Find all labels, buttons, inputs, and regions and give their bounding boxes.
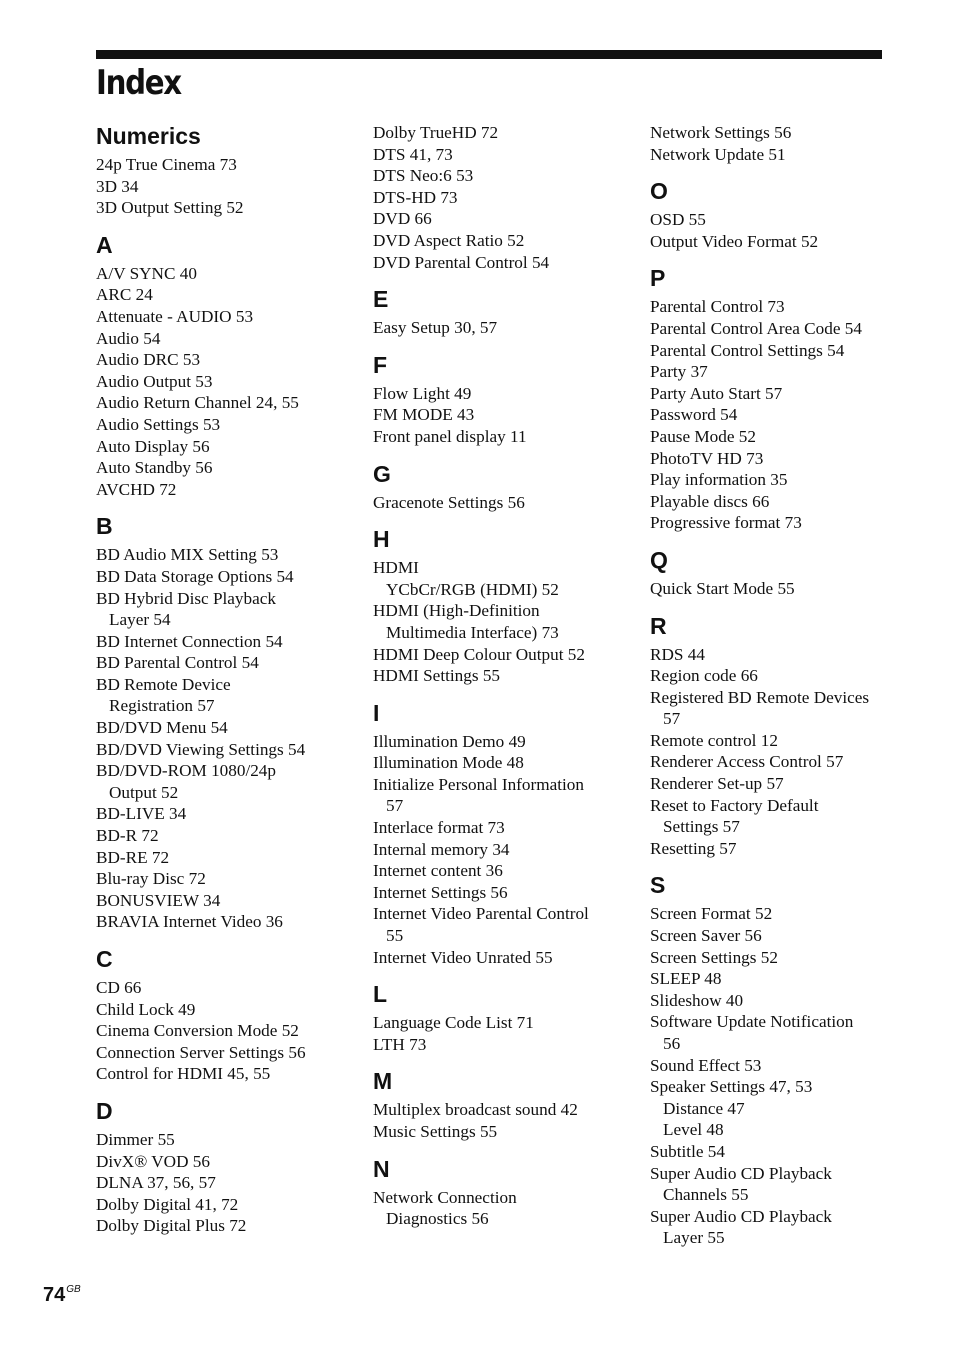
index-entry: Internet Video Unrated 55 [373, 947, 553, 967]
index-entry: DivX® VOD 56 [96, 1151, 210, 1171]
index-entry: Music Settings 55 [373, 1122, 498, 1141]
index-entry: Reset to Factory Default [650, 795, 819, 815]
index-entry-continuation: Layer 55 [663, 1228, 725, 1248]
index-entry: Control for HDMI 45, 55 [96, 1064, 271, 1084]
index-entry: BD Parental Control 54 [96, 653, 259, 673]
index-entry: BD Remote Device [96, 674, 231, 694]
index-entry: Initialize Personal Information [373, 774, 584, 794]
index-entry-continuation: Level 48 [663, 1120, 724, 1140]
section-heading: C [96, 946, 113, 972]
index-entry: Dolby TrueHD 72 [373, 123, 499, 142]
index-entry: Sound Effect 53 [650, 1055, 762, 1075]
index-entry: Audio Return Channel 24, 55 [96, 393, 299, 413]
index-entry-continuation: Diagnostics 56 [386, 1209, 489, 1229]
index-entry: BD/DVD Viewing Settings 54 [96, 739, 306, 759]
index-entry: Audio 54 [96, 328, 161, 348]
index-entry: BD Hybrid Disc Playback [96, 588, 276, 608]
index-entry: Super Audio CD Playback [650, 1163, 832, 1183]
index-entry: Illumination Demo 49 [373, 731, 526, 751]
index-column-2 [373, 122, 633, 1230]
index-entry: Flow Light 49 [373, 383, 472, 403]
index-entry: BD/DVD Menu 54 [96, 718, 228, 738]
index-entry: BD Data Storage Options 54 [96, 566, 294, 586]
index-entry: Party Auto Start 57 [650, 383, 783, 403]
index-entry-continuation: Multimedia Interface) 73 [386, 622, 559, 642]
section-heading: R [650, 612, 667, 639]
index-entry: Illumination Mode 48 [373, 753, 524, 773]
index-entry: Attenuate - AUDIO 53 [96, 306, 254, 326]
index-entry: Internet Settings 56 [373, 882, 508, 902]
index-entry: Language Code List 71 [373, 1013, 534, 1033]
index-entry: BD/DVD-ROM 1080/24p [96, 761, 276, 781]
index-entry: OSD 55 [650, 210, 706, 230]
index-entry: Dolby Digital 41, 72 [96, 1194, 239, 1214]
index-entry: Auto Display 56 [96, 436, 210, 456]
index-entry: DVD Parental Control 54 [373, 252, 550, 272]
index-entry: Progressive format 73 [650, 513, 802, 533]
index-entry: Screen Saver 56 [650, 926, 762, 946]
index-entry: BD-R 72 [96, 826, 159, 846]
page-title: Index [96, 63, 181, 103]
index-entry: DTS Neo:6 53 [373, 166, 474, 186]
index-entry: Network Settings 56 [650, 123, 792, 142]
index-entry: Front panel display 11 [373, 426, 527, 446]
index-entry: Speaker Settings 47, 53 [650, 1077, 813, 1097]
section-heading: O [650, 178, 668, 205]
index-entry-continuation: 57 [386, 796, 404, 816]
index-entry: SLEEP 48 [650, 969, 722, 989]
index-entry: Audio DRC 53 [96, 350, 201, 370]
index-entry-continuation: Distance 47 [663, 1098, 745, 1118]
index-entry: ARC 24 [96, 285, 153, 305]
index-entry: Parental Control Area Code 54 [650, 318, 862, 338]
index-entry: Parental Control 73 [650, 297, 785, 317]
index-entry: Screen Format 52 [650, 904, 773, 924]
index-entry: DLNA 37, 56, 57 [96, 1173, 216, 1193]
index-entry: BD Audio MIX Setting 53 [96, 545, 279, 565]
index-entry: Remote control 12 [650, 730, 778, 750]
index-entry: HDMI (High-Definition [373, 601, 540, 621]
index-entry: Audio Settings 53 [96, 414, 221, 434]
section-heading: M [373, 1068, 393, 1095]
index-entry: Region code 66 [650, 666, 758, 686]
section-heading: N [373, 1155, 390, 1182]
index-entry: Quick Start Mode 55 [650, 578, 795, 598]
index-entry: Auto Standby 56 [96, 458, 213, 478]
index-entry: Pause Mode 52 [650, 426, 756, 446]
index-entry: DVD 66 [373, 209, 432, 229]
index-entry-continuation: 55 [386, 926, 404, 946]
index-entry: Play information 35 [650, 470, 788, 490]
index-entry: DTS-HD 73 [373, 187, 458, 207]
index-entry: Network Update 51 [650, 144, 786, 164]
index-column-3 [650, 122, 910, 1249]
index-entry: DTS 41, 73 [373, 144, 453, 164]
index-entry: BD-RE 72 [96, 847, 170, 867]
index-entry: Renderer Set-up 57 [650, 774, 784, 794]
section-heading: Numerics [96, 123, 201, 149]
index-entry: Internet content 36 [373, 861, 503, 881]
index-entry-continuation: 56 [663, 1034, 681, 1053]
section-heading: E [373, 286, 389, 313]
index-entry: A/V SYNC 40 [96, 263, 197, 283]
index-entry: Connection Server Settings 56 [96, 1042, 306, 1062]
index-entry: Internet Video Parental Control [373, 904, 589, 924]
index-entry: DVD Aspect Ratio 52 [373, 230, 525, 250]
index-entry: Resetting 57 [650, 838, 737, 858]
index-entry: FM MODE 43 [373, 405, 475, 425]
section-heading: F [373, 351, 388, 378]
title-rule [96, 50, 882, 59]
index-entry: HDMI Settings 55 [373, 666, 501, 686]
index-entry: Gracenote Settings 56 [373, 492, 525, 512]
index-entry: Audio Output 53 [96, 371, 213, 391]
index-entry-continuation: Layer 54 [109, 610, 171, 630]
page-number-value: 74 [43, 1284, 66, 1306]
index-column-1 [96, 122, 356, 1237]
index-entry: PhotoTV HD 73 [650, 448, 764, 468]
index-entry-continuation: 57 [663, 709, 681, 729]
index-entry: Interlace format 73 [373, 818, 505, 838]
section-heading: D [96, 1097, 113, 1124]
index-entry: Super Audio CD Playback [650, 1206, 832, 1226]
index-entry: Output Video Format 52 [650, 231, 819, 251]
index-entry: Cinema Conversion Mode 52 [96, 1021, 299, 1041]
index-entry: LTH 73 [373, 1034, 427, 1054]
page-number-suffix: GB [66, 1284, 81, 1295]
index-entry: Screen Settings 52 [650, 947, 778, 967]
index-entry: HDMI [373, 558, 419, 578]
section-heading: P [650, 265, 666, 292]
index-entry-continuation: Registration 57 [109, 696, 215, 716]
index-entry: HDMI Deep Colour Output 52 [373, 644, 585, 664]
section-heading: I [373, 699, 380, 726]
index-entry: Renderer Access Control 57 [650, 752, 844, 772]
index-entry: BD-LIVE 34 [96, 804, 187, 824]
index-entry: Internal memory 34 [373, 839, 510, 859]
index-entry: Dolby Digital Plus 72 [96, 1216, 247, 1236]
index-entry-continuation: Output 52 [109, 782, 179, 802]
index-entry-continuation: Channels 55 [663, 1185, 749, 1205]
index-entry: 24p True Cinema 73 [96, 155, 237, 174]
index-entry: Playable discs 66 [650, 491, 770, 511]
index-entry: Slideshow 40 [650, 990, 744, 1010]
index-entry: Multiplex broadcast sound 42 [373, 1100, 578, 1120]
index-entry: Parental Control Settings 54 [650, 340, 845, 360]
index-entry: Blu-ray Disc 72 [96, 869, 206, 889]
index-entry: Software Update Notification [650, 1012, 854, 1032]
index-entry: RDS 44 [650, 644, 705, 664]
section-heading: G [373, 460, 391, 487]
index-entry: Network Connection [373, 1187, 517, 1207]
index-entry: Subtitle 54 [650, 1141, 725, 1161]
section-heading: S [650, 872, 666, 899]
section-heading: B [96, 513, 113, 540]
index-entry: BRAVIA Internet Video 36 [96, 912, 283, 932]
index-entry: AVCHD 72 [96, 479, 177, 499]
index-entry: Dimmer 55 [96, 1129, 175, 1149]
index-entry: Child Lock 49 [96, 999, 196, 1019]
index-entry-continuation: Settings 57 [663, 817, 740, 837]
index-entry-continuation: YCbCr/RGB (HDMI) 52 [386, 579, 559, 599]
index-entry: Registered BD Remote Devices [650, 687, 870, 707]
section-heading: L [373, 981, 388, 1008]
index-entry: 3D 34 [96, 176, 139, 196]
section-heading: Q [650, 546, 668, 573]
index-entry: Party 37 [650, 362, 708, 382]
index-entry: Easy Setup 30, 57 [373, 318, 498, 338]
section-heading: H [373, 526, 390, 553]
section-heading: A [96, 231, 113, 258]
index-entry: CD 66 [96, 978, 142, 997]
index-entry: BONUSVIEW 34 [96, 890, 221, 910]
page-number [43, 1284, 81, 1307]
index-entry: 3D Output Setting 52 [96, 198, 244, 218]
index-entry: BD Internet Connection 54 [96, 631, 283, 651]
index-entry: Password 54 [650, 405, 738, 425]
